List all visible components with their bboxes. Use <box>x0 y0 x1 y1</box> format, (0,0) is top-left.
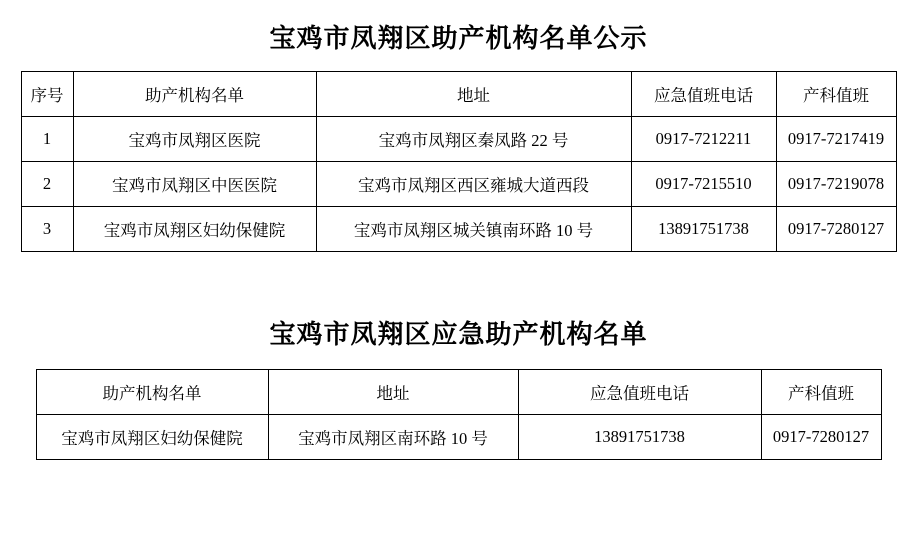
column-header-address: 地址 <box>316 72 631 117</box>
cell-institution: 宝鸡市凤翔区妇幼保健院 <box>73 207 316 252</box>
section-public-list <box>0 18 917 252</box>
document-page <box>0 18 917 553</box>
cell-index: 2 <box>21 162 73 207</box>
cell-emergency-phone: 0917-7215510 <box>631 162 776 207</box>
column-header-obstetrics-duty: 产科值班 <box>776 72 896 117</box>
column-header-emergency-phone: 应急值班电话 <box>518 370 761 415</box>
table-row <box>36 415 881 460</box>
column-header-institution: 助产机构名单 <box>73 72 316 117</box>
cell-emergency-phone: 13891751738 <box>631 207 776 252</box>
emergency-institution-table <box>36 369 882 460</box>
table-row <box>21 162 896 207</box>
page-title-2: 宝鸡市凤翔区应急助产机构名单 <box>269 320 648 349</box>
table-header-row <box>36 370 881 415</box>
cell-emergency-phone: 13891751738 <box>518 415 761 460</box>
cell-address: 宝鸡市凤翔区南环路 10 号 <box>268 415 518 460</box>
cell-emergency-phone: 0917-7212211 <box>631 117 776 162</box>
table-row <box>21 117 896 162</box>
cell-index: 3 <box>21 207 73 252</box>
table-header-row <box>21 72 896 117</box>
column-header-address: 地址 <box>268 370 518 415</box>
cell-institution: 宝鸡市凤翔区中医医院 <box>73 162 316 207</box>
cell-institution: 宝鸡市凤翔区妇幼保健院 <box>36 415 268 460</box>
column-header-index: 序号 <box>21 72 73 117</box>
cell-obstetrics-phone: 0917-7219078 <box>776 162 896 207</box>
cell-address: 宝鸡市凤翔区秦凤路 22 号 <box>316 117 631 162</box>
column-header-institution: 助产机构名单 <box>36 370 268 415</box>
page-title-1: 宝鸡市凤翔区助产机构名单公示 <box>269 24 648 53</box>
cell-obstetrics-phone: 0917-7280127 <box>776 207 896 252</box>
midwifery-institution-table <box>21 71 897 252</box>
cell-address: 宝鸡市凤翔区城关镇南环路 10 号 <box>316 207 631 252</box>
cell-address: 宝鸡市凤翔区西区雍城大道西段 <box>316 162 631 207</box>
cell-obstetrics-phone: 0917-7217419 <box>776 117 896 162</box>
column-header-emergency-phone: 应急值班电话 <box>631 72 776 117</box>
table-row <box>21 207 896 252</box>
section-emergency-list <box>0 314 917 460</box>
cell-obstetrics-phone: 0917-7280127 <box>761 415 881 460</box>
cell-index: 1 <box>21 117 73 162</box>
cell-institution: 宝鸡市凤翔区医院 <box>73 117 316 162</box>
column-header-obstetrics-duty: 产科值班 <box>761 370 881 415</box>
section-spacer <box>0 252 917 314</box>
